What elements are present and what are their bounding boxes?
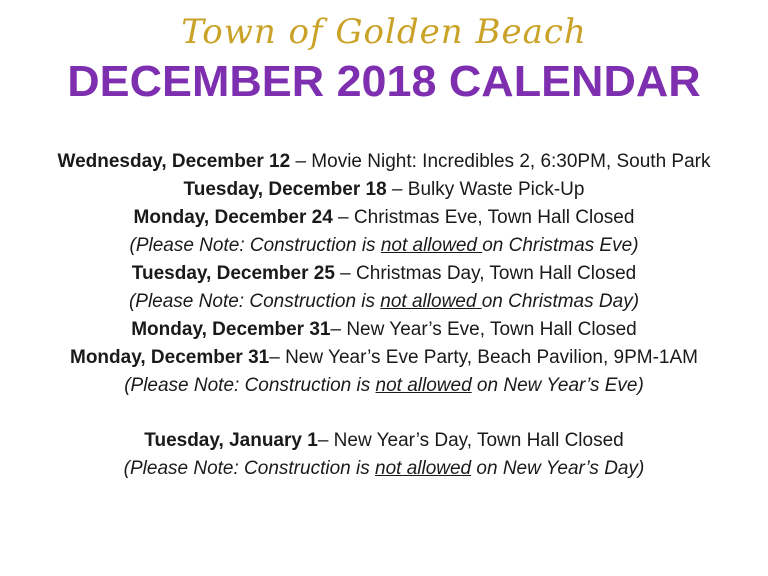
events-list [0,148,768,483]
note-open-paren: ( [129,234,136,256]
note-prefix: Please Note: Construction is [129,457,375,479]
section-spacer [0,401,768,427]
event-line [0,427,768,455]
note-prefix: Please Note: Construction is [130,375,376,397]
note-prefix: Please Note: Construction is [135,234,381,256]
event-description: – Bulky Waste Pick-Up [386,178,585,200]
note-suffix: on Christmas Eve [482,234,633,256]
event-line [0,316,768,344]
note-suffix: on Christmas Day [481,291,633,313]
note-underlined: not allowed [375,457,472,479]
note-close-paren: ) [632,234,639,256]
event-line [0,344,768,372]
event-description: – Christmas Eve, Town Hall Closed [332,206,635,228]
event-date: Wednesday, December 12 [57,150,291,172]
note-open-paren: ( [128,291,136,313]
event-description: – Christmas Day, Town Hall Closed [334,263,637,285]
page-title: DECEMBER 2018 CALENDAR [67,57,701,107]
note-close-paren: ) [637,375,644,397]
event-date: Monday, December 24 [133,206,333,228]
note-suffix: on New Year’s Day [471,457,638,479]
note-open-paren: ( [123,457,130,479]
event-date: Monday, December 31 [131,319,331,341]
event-description: – New Year’s Eve, Town Hall Closed [330,319,637,341]
flyer-header [0,0,768,106]
note-suffix: on New Year’s Eve [471,375,638,397]
event-date: Tuesday, December 25 [131,263,335,285]
event-description: – New Year’s Eve Party, Beach Pavilion, 9PM-1AM [269,347,698,369]
event-description: – New Year’s Day, Town Hall Closed [317,429,624,451]
note-prefix: Please Note: Construction is [135,291,381,313]
event-note [0,372,768,400]
event-date: Tuesday, January 1 [144,429,318,451]
event-line [0,260,768,288]
note-underlined: not allowed [375,375,472,397]
town-title: Town of Golden Beach [181,12,587,52]
event-note [0,455,768,483]
event-date: Monday, December 31 [70,347,270,369]
note-close-paren: ) [632,291,640,313]
note-underlined: not allowed [380,291,482,313]
event-description: – Movie Night: Incredibles 2, 6:30PM, South Park [290,150,711,172]
event-note [0,288,768,316]
event-line [0,176,768,204]
event-line [0,204,768,232]
note-underlined: not allowed [380,234,483,256]
note-close-paren: ) [638,457,645,479]
event-note [0,232,768,260]
event-date: Tuesday, December 18 [183,178,387,200]
note-open-paren: ( [124,375,131,397]
event-line [0,148,768,176]
